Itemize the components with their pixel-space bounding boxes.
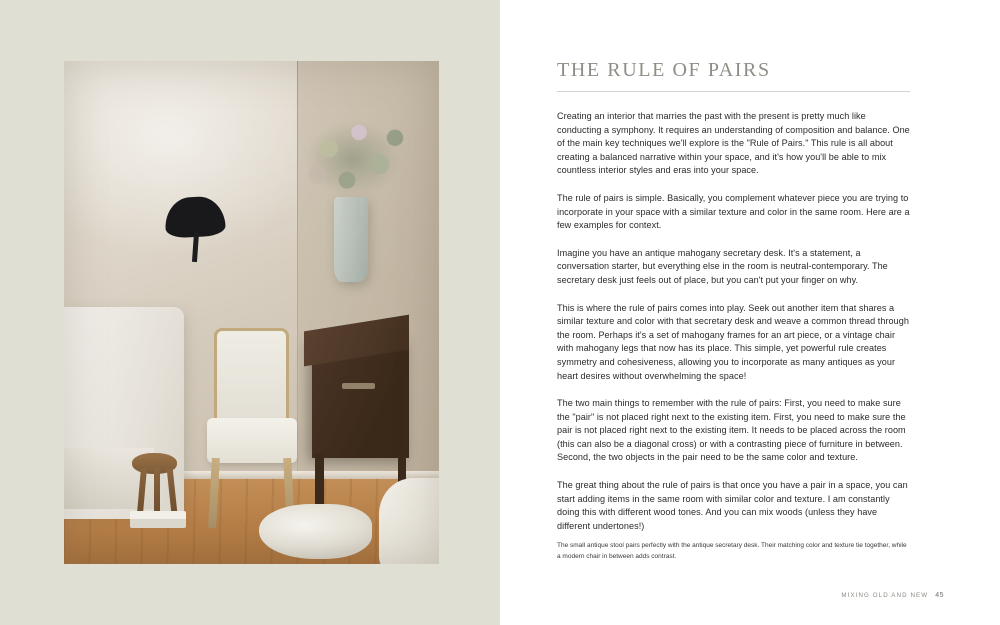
paragraph: This is where the rule of pairs comes into play. Seek out another item that shares a similar texture and color with that secretary desk and weave a common thread through the room. Perhaps it's a set of mahogany frames for an art piece, or a vintage chair with mahogany legs that now has its place. This simple, yet powerful rule creates symmetry and cohesiveness, allowing you to incorporate as many antiques as your heart desires without overwhelming the space! bbox=[557, 302, 909, 381]
chair-backrest bbox=[214, 328, 289, 429]
interior-photo bbox=[64, 61, 439, 564]
photo-scene bbox=[64, 61, 439, 564]
paragraph: The rule of pairs is simple. Basically, you complement whatever piece you are trying to incorporate in your space with a similar texture and color in the same room. Here are a few examples for context. bbox=[557, 192, 910, 231]
glass-vase bbox=[334, 197, 368, 283]
article-content bbox=[557, 58, 910, 533]
page-title: THE RULE OF PAIRS bbox=[557, 59, 771, 81]
chair-seat bbox=[207, 418, 297, 463]
book-stack bbox=[130, 511, 186, 528]
floor-drape bbox=[259, 504, 372, 559]
footer-section-label: MIXING OLD AND NEW bbox=[841, 592, 929, 599]
paragraph: The two main things to remember with the rule of pairs: First, you need to make sure the "pair" is not placed right next to the existing item. First, you need to make sure the pair is not placed right next to the existing item. It needs to be placed across the room (this can also be a diagonal cross) or with a contrasting piece of furniture in between. Second, the two objects in the pair need to be the same color and texture. bbox=[557, 398, 906, 463]
paragraph: Imagine you have an antique mahogany secretary desk. It's a statement, a conversation starter, but everything else in the room is neutral-contemporary. The secretary desk just feels out of place, but you can't put your finger on why. bbox=[557, 247, 888, 285]
title-divider bbox=[557, 91, 910, 92]
paragraph: The great thing about the rule of pairs is that once you have a pair in a space, you can start adding items in the same room with similar color and texture. I am constantly doing this with different wood tones. And you can mix woods (unless they have different undertones!) bbox=[557, 480, 908, 531]
photo-caption: The small antique stool pairs perfectly with the antique secretary desk. Their matching color and texture tie together, while a modern chair in between adds contrast. bbox=[557, 542, 907, 560]
right-page bbox=[500, 0, 1000, 625]
desk-hardware bbox=[342, 383, 376, 389]
page-footer bbox=[841, 592, 944, 599]
body-copy bbox=[557, 110, 910, 533]
page-number: 45 bbox=[935, 592, 944, 599]
stool-leg-b bbox=[154, 468, 160, 513]
upholstered-chair bbox=[379, 478, 439, 564]
paragraph: Creating an interior that marries the past with the present is pretty much like conducting a symphony. It requires an understanding of composition and balance. One of the main key techniques we'll explore is the "Rule of Pairs." This rule is all about creating a balanced narrative within your space, and it's how you'll be able to mix countless interior styles and eras into your space. bbox=[557, 111, 910, 176]
